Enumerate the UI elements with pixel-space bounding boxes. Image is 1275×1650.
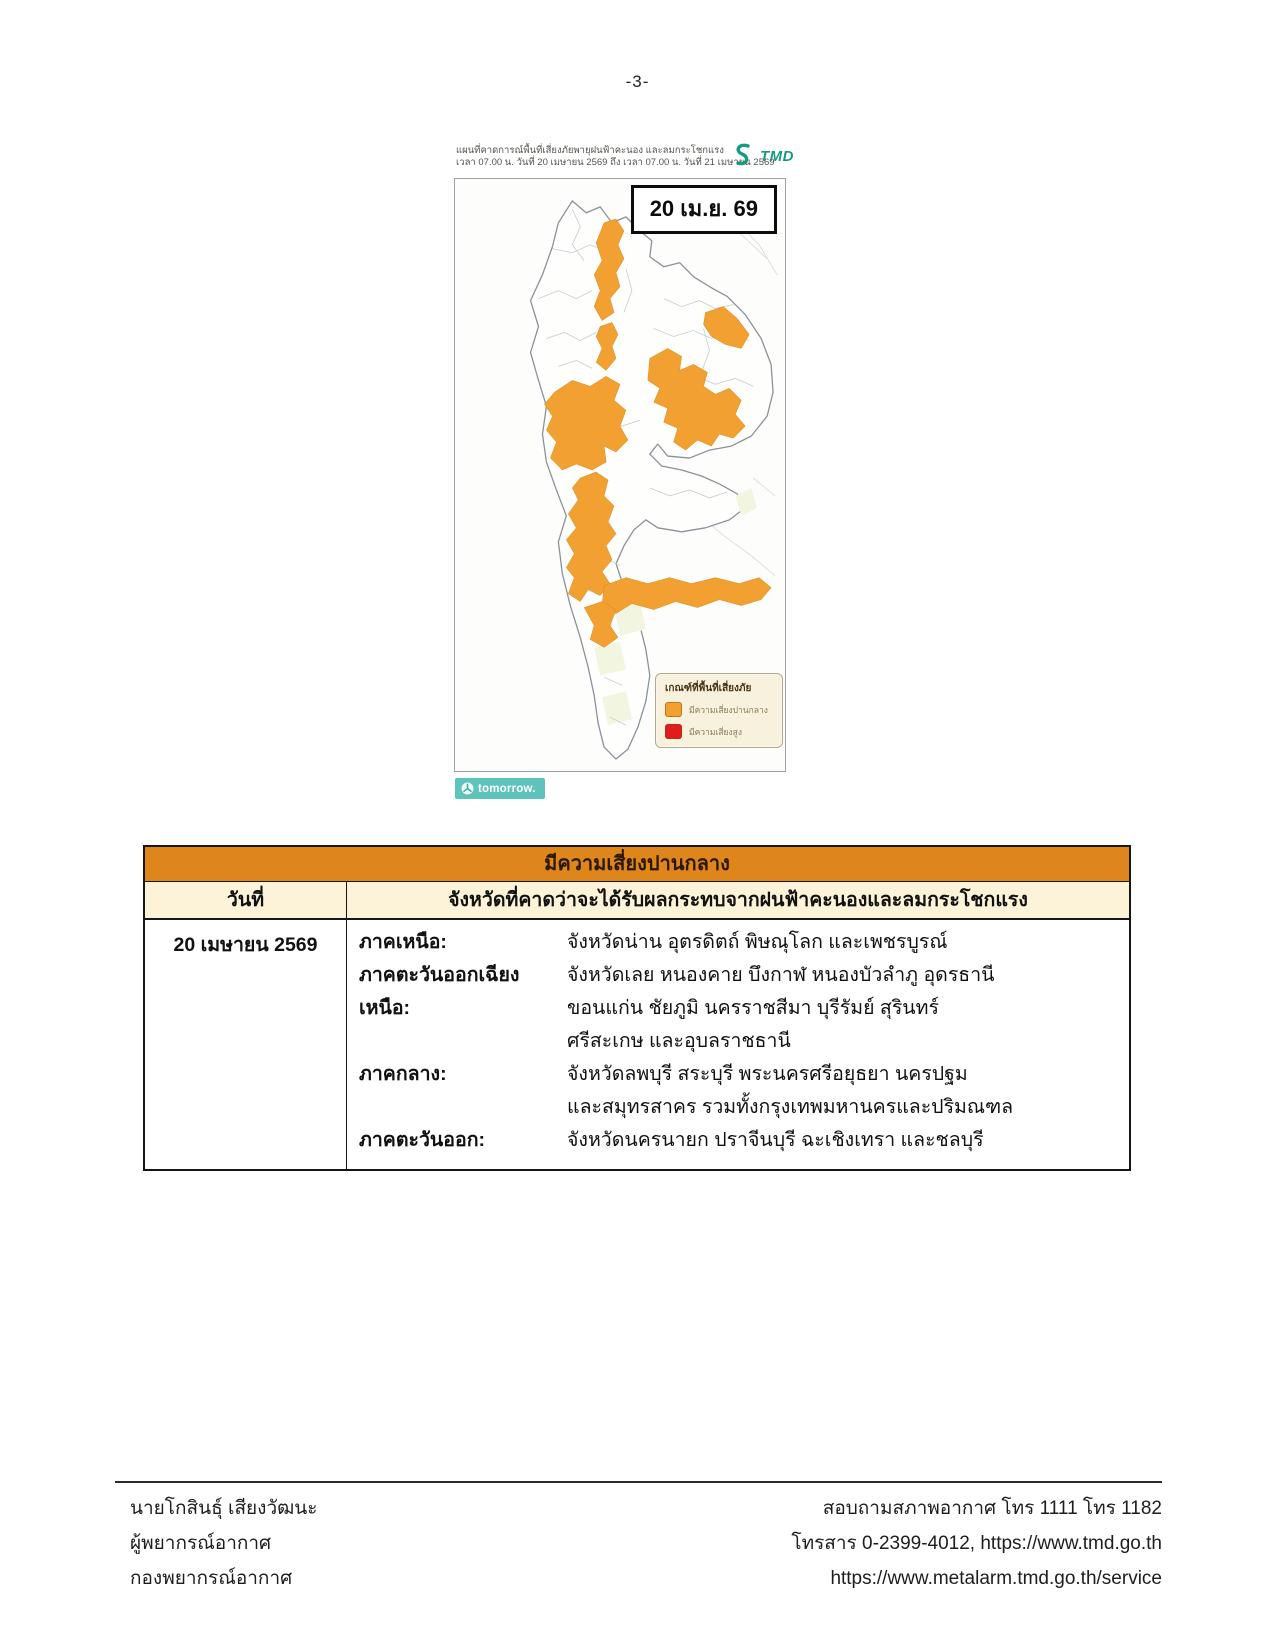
tomorrow-logo: [455, 778, 545, 799]
footer-line: กองพยากรณ์อากาศ: [130, 1568, 293, 1589]
legend-item: [665, 702, 774, 717]
region-label: ภาคกลาง:: [359, 1063, 447, 1085]
tomorrow-logo-icon: [461, 782, 474, 795]
map-legend: [655, 673, 783, 748]
footer-left-column: [130, 1491, 318, 1596]
date-cell: 20 เมษายน 2569: [145, 920, 347, 1169]
province-line: ศรีสะเกษ และอุบลราชธานี: [567, 1030, 791, 1052]
region-provinces: [567, 1124, 1123, 1157]
legend-color-swatch: [665, 724, 682, 739]
table-title: มีความเสี่ยงปานกลาง: [145, 847, 1129, 882]
region-label: ภาคเหนือ:: [359, 931, 447, 953]
table-row: [145, 920, 1129, 1169]
risk-table: [143, 845, 1131, 1171]
map-title-line2: เวลา 07.00 น. วันที่ 20 เมษายน 2569 ถึง เวลา 07.00 น. วันที่ 21 เมษายน 2569: [456, 157, 775, 168]
legend-item: [665, 724, 774, 739]
region-row: [359, 959, 1123, 1058]
footer-line: นายโกสินธุ์ เสียงวัฒนะ: [130, 1498, 318, 1519]
footer-line: โทรสาร 0-2399-4012, https://www.tmd.go.th: [791, 1533, 1162, 1554]
region-row: [359, 1058, 1123, 1124]
region-row: [359, 926, 1123, 959]
forecast-swirl-logo-icon: [730, 142, 756, 168]
column-header-date: วันที่: [145, 882, 347, 918]
tomorrow-logo-text: tomorrow.: [478, 782, 536, 795]
map-canvas: [454, 178, 786, 772]
province-line: และสมุทรสาคร รวมทั้งกรุงเทพมหานครและปริมณฑล: [567, 1096, 1014, 1118]
legend-color-swatch: [665, 702, 682, 717]
province-line: ขอนแก่น ชัยภูมิ นครราชสีมา บุรีรัมย์ สุรินทร์: [567, 997, 939, 1019]
tmd-logo: TMD: [760, 148, 794, 165]
region-provinces: [567, 926, 1123, 959]
region-row: [359, 1124, 1123, 1157]
footer-line: สอบถามสภาพอากาศ โทร 1111 โทร 1182: [822, 1498, 1162, 1519]
footer-right-column: [791, 1491, 1162, 1596]
map-title-line1: แผนที่คาดการณ์พื้นที่เสี่ยงภัยพายุฝนฟ้าคะนอง และลมกระโชกแรง: [456, 145, 724, 156]
storm-risk-map-figure: [448, 140, 796, 805]
legend-items: [665, 702, 774, 739]
map-title: [456, 145, 775, 169]
region-label: ภาคตะวันออก:: [359, 1129, 485, 1151]
province-line: จังหวัดน่าน อุตรดิตถ์ พิษณุโลก และเพชรบูรณ์: [567, 931, 948, 953]
province-line: จังหวัดเลย หนองคาย บึงกาฬ หนองบัวลำภู อุดรธานี: [567, 964, 995, 986]
province-line: จังหวัดนครนายก ปราจีนบุรี ฉะเชิงเทรา และชลบุรี: [567, 1129, 984, 1151]
map-date-label: 20 เม.ย. 69: [631, 185, 777, 234]
region-provinces: [567, 1058, 1123, 1124]
legend-title: เกณฑ์ที่พื้นที่เสี่ยงภัย: [665, 683, 752, 694]
column-header-provinces: จังหวัดที่คาดว่าจะได้รับผลกระทบจากฝนฟ้าคะนองและลมกระโชกแรง: [448, 889, 1028, 911]
region-provinces: [567, 959, 1123, 1058]
region-rows: [347, 920, 1129, 1169]
table-column-headers: [145, 882, 1129, 920]
footer-divider: [115, 1481, 1162, 1483]
footer-line: ผู้พยากรณ์อากาศ: [130, 1533, 272, 1554]
region-label: ภาคตะวันออกเฉียงเหนือ:: [359, 964, 520, 1019]
province-line: จังหวัดลพบุรี สระบุรี พระนครศรีอยุธยา นครปฐม: [567, 1063, 968, 1085]
page-number: -3-: [625, 72, 650, 91]
legend-label: มีความเสี่ยงสูง: [689, 726, 743, 737]
footer-line: https://www.metalarm.tmd.go.th/service: [830, 1568, 1162, 1589]
legend-label: มีความเสี่ยงปานกลาง: [689, 704, 768, 715]
